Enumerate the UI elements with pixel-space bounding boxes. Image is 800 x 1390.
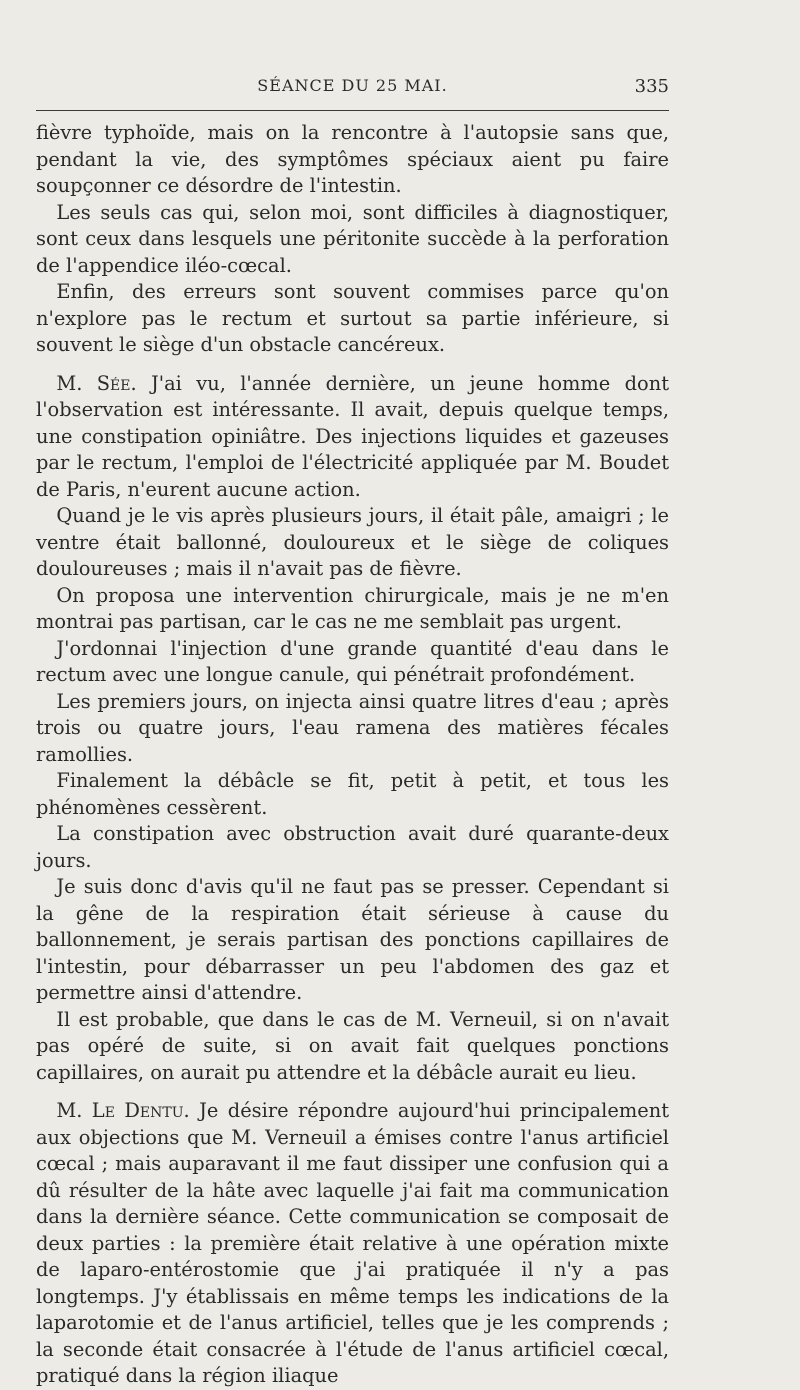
paragraph-text: J'ai vu, l'année dernière, un jeune homme dont l'observation est intéressante. Il avait, depuis quelque temps, une constipation opiniâtre. Des injections liquides et gazeuses par le rectum, l'emploi de l'électricité appliquée par M. Boudet de Paris, n'eurent aucune action. [36,371,669,501]
paragraph-text: Il est probable, que dans le cas de M. Verneuil, si on n'avait pas opéré de suite, si on avait fait quelques ponctions capillaires, on aurait pu attendre et la débâcle aurait eu lieu. [36,1007,669,1084]
paragraph [36,768,669,821]
running-head: SÉANCE DU 25 MAI. [257,76,448,95]
paragraph [36,200,669,280]
paragraph-text: Les seuls cas qui, selon moi, sont difficiles à diagnostiquer, sont ceux dans lesquels une péritonite succède à la perforation de l'appendice iléo-cœcal. [36,200,669,277]
paragraph [36,279,669,359]
paragraph [36,874,669,1007]
paragraph [36,371,669,504]
paragraph [36,1007,669,1087]
page-header [36,72,669,102]
paragraph-text: Les premiers jours, on injecta ainsi quatre litres d'eau ; après trois ou quatre jours, l'eau ramena des matières fécales ramollies. [36,689,669,766]
speaker-name: M. Le Dentu. [56,1099,190,1122]
paragraph [36,689,669,769]
paragraph-text: Je suis donc d'avis qu'il ne faut pas se presser. Cependant si la gêne de la respiration était sérieuse à cause du ballonnement, je serais partisan des ponctions capillaires de l'intestin, pour débarrasser un peu l'abdomen des gaz et permettre ainsi d'attendre. [36,875,669,1004]
paragraph-text: Je désire répondre aujourd'hui principalement aux objections que M. Verneuil a émises contre l'anus artificiel cœcal ; mais auparavant il me faut dissiper une confusion qui a dû résulter de la hâte avec laquelle j'ai fait ma communication dans la dernière séance. Cette communication se composait de deux parties : la première était relative à une opération mixte de laparo-entérostomie que j'ai pratiquée il n'y a pas longtemps. J'y établissais en même temps les indications de la laparotomie et de l'anus artificiel, telles que je les comprends ; la seconde était consacrée à l'étude de l'anus artificiel cœcal, pratiqué dans la région iliaque [36,1099,669,1387]
paragraph [36,1098,669,1390]
paragraph-text: J'ordonnai l'injection d'une grande quantité d'eau dans le rectum avec une longue canule, qui pénétrait profondément. [36,636,669,686]
body-text [36,120,669,1390]
header-rule [36,110,669,111]
paragraph-text: Enfin, des erreurs sont souvent commises parce qu'on n'explore pas le rectum et surtout sa partie inférieure, si souvent le siège d'un obstacle cancéreux. [36,280,669,356]
paragraph [36,503,669,583]
paragraph [36,583,669,636]
page-number: 335 [634,76,669,97]
paragraph-text: fièvre typhoïde, mais on la rencontre à l'autopsie sans que, pendant la vie, des symptômes spéciaux aient pu faire soupçonner ce désordre de l'intestin. [36,121,669,197]
paragraph [36,821,669,874]
speaker-name: M. Sée. [56,371,137,395]
paragraph-text: La constipation avec obstruction avait duré quarante-deux jours. [36,822,669,872]
paragraph-text: Quand je le vis après plusieurs jours, il était pâle, amaigri ; le ventre était ballonné, douloureux et le siège de coliques douloureuses ; mais il n'avait pas de fièvre. [36,504,669,580]
paragraph-text: On proposa une intervention chirurgicale, mais je ne m'en montrai pas partisan, car le cas ne me semblait pas urgent. [36,583,669,633]
paragraph [36,120,669,200]
paragraph [36,636,669,689]
paragraph-text: Finalement la débâcle se fit, petit à petit, et tous les phénomènes cessèrent. [36,769,669,819]
